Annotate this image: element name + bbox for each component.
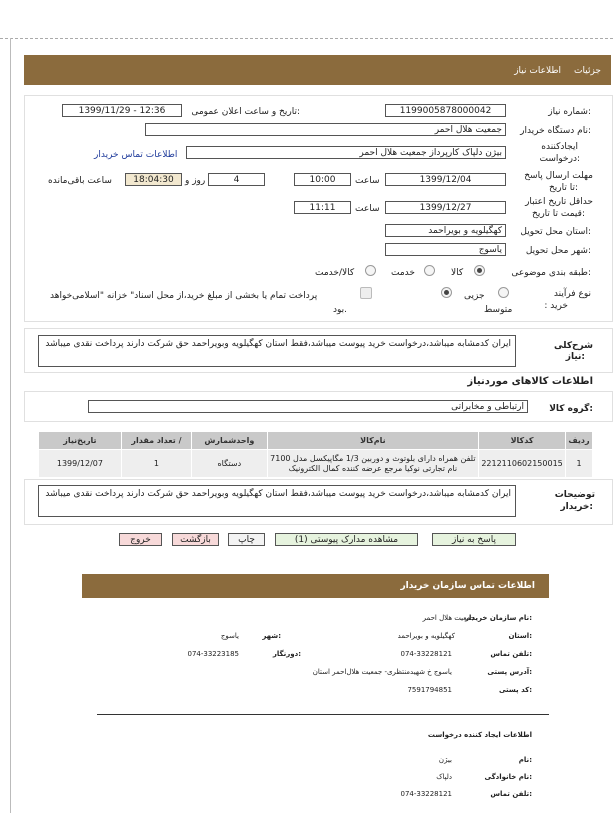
process-medium-radio[interactable] [441, 287, 452, 298]
contact-fax-label: دورنگار: [272, 650, 301, 658]
price-validity-time-field[interactable]: 11:11 [294, 201, 351, 214]
attachments-button[interactable]: مشاهده مدارک پیوستی (1) [275, 533, 418, 546]
exit-button[interactable]: خروج [119, 533, 162, 546]
col-code: کدکالا [479, 432, 566, 450]
general-desc-label-2: نیاز: [565, 352, 585, 362]
contact-city-value: یاسوج [220, 632, 239, 640]
contact-province-label: استان: [508, 632, 532, 640]
remaining-time-field: 18:04:30 [125, 173, 182, 186]
tab-need-info[interactable]: اطلاعات نیاز [514, 66, 561, 76]
address-value: یاسوج خ شهیدمنتظری- جمعیت هلال‌احمر استان [312, 668, 452, 676]
category-goods-label: کالا [451, 268, 464, 278]
general-desc-text: ایران کدمشابه میباشد،درخواست خرید پیوست میباشد،فقط استان کهگیلویه وبویراحمد حق شرکت دارند پرداخت نقدی میباشد [38, 335, 516, 367]
details-header [24, 55, 611, 85]
process-minor-label: جزیی [464, 291, 485, 301]
col-row: ردیف [566, 432, 593, 450]
cell-code: 2212110602150015 [479, 450, 566, 478]
remaining-label: ساعت باقی‌مانده [48, 176, 112, 186]
postal-label: کد پستی: [498, 686, 532, 694]
price-validity-time-label: ساعت [355, 204, 380, 214]
postal-value: 7591794851 [407, 686, 452, 694]
creator-info-title: اطلاعات ایجاد کننده درخواست [427, 731, 532, 739]
contact-header [82, 574, 549, 598]
price-validity-label-2: قیمت تا تاریخ: [532, 209, 585, 219]
city-field[interactable]: یاسوج [385, 243, 506, 256]
treasury-checkbox[interactable] [360, 287, 372, 299]
general-desc-label-1: شرح‌کلی [554, 341, 593, 351]
back-button[interactable]: بازگشت [172, 533, 219, 546]
col-quantity: تعداد مقدار / [121, 432, 191, 450]
deadline-time-field[interactable]: 10:00 [294, 173, 351, 186]
creator-name-label: نام: [518, 756, 532, 764]
contact-city-label: شهر: [262, 632, 281, 640]
group-field[interactable]: ارتباطی و مخابراتی [88, 400, 528, 413]
creator-family-value: دلپاک [436, 773, 452, 781]
buyer-org-label: نام دستگاه خریدار: [520, 126, 591, 136]
group-label: گروه کالا: [549, 404, 593, 414]
category-service-radio[interactable] [424, 265, 435, 276]
creator-phone-value: 074-33228121 [400, 790, 452, 798]
col-name: نام‌کالا [267, 432, 478, 450]
left-rule [10, 38, 11, 813]
buyer-org-field[interactable]: جمعیت هلال احمر [145, 123, 506, 136]
buyer-desc-label-1: توضیحات [554, 490, 595, 500]
col-unit: واحدشمارش [192, 432, 268, 450]
deadline-time-label: ساعت [355, 176, 380, 186]
buyer-desc-text: ایران کدمشابه میباشد،درخواست خرید پیوست میباشد،فقط استان کهگیلویه وبویراحمد حق شرکت دارند پرداخت نقدی میباشد [38, 485, 516, 517]
contact-phone-value: 074-33228121 [400, 650, 452, 658]
col-need-date: تاریخ‌نیاز [39, 432, 122, 450]
goods-section-title: اطلاعات کالاهای موردنیاز [467, 376, 593, 387]
cell-row: 1 [566, 450, 593, 478]
process-label-1: نوع فرآیند [553, 289, 591, 299]
process-label-2: : خرید [544, 301, 568, 311]
tab-details[interactable]: جزئیات [574, 66, 601, 76]
process-medium-label: متوسط [484, 305, 513, 315]
deadline-date-field[interactable]: 1399/12/04 [385, 173, 506, 186]
price-validity-label-1: حداقل تاریخ اعتبار [525, 197, 593, 207]
days-label: روز و [185, 176, 206, 186]
province-field[interactable]: کهگیلویه و بویراحمد [385, 224, 506, 237]
days-field[interactable]: 4 [208, 173, 265, 186]
category-service-label: خدمت [391, 268, 415, 278]
creator-phone-label: تلفن تماس: [490, 790, 532, 798]
print-button[interactable]: چاپ [228, 533, 265, 546]
contact-province-value: کهگیلویه و بویراحمد [397, 632, 455, 640]
cell-name: تلفن همراه دارای بلوتوث و دوربین 1/3 مگاپیکسل مدل 7100 نام تجارتی نوکیا مرجع عرضه کننده کمال الکترونیک [267, 450, 478, 478]
creator-family-label: نام خانوادگی: [484, 773, 532, 781]
announce-field[interactable]: 1399/11/29 - 12:36 [62, 104, 182, 117]
cell-quantity: 1 [121, 450, 191, 478]
items-table [38, 431, 593, 478]
category-both-radio[interactable] [365, 265, 376, 276]
need-number-field[interactable]: 1199005878000042 [385, 104, 506, 117]
process-minor-radio[interactable] [498, 287, 509, 298]
contact-divider [97, 714, 549, 715]
cell-unit: دستگاه [192, 450, 268, 478]
address-label: آدرس پستی: [487, 668, 532, 676]
city-label: شهر محل تحویل: [525, 246, 591, 256]
contact-title: اطلاعات تماس سازمان خریدار [400, 581, 535, 591]
buyer-desc-label-2: خریدار: [560, 502, 593, 512]
deadline-label-1: مهلت ارسال پاسخ [524, 171, 593, 181]
contact-phone-label: تلفن تماس: [490, 650, 532, 658]
deadline-label-2: تا تاریخ: [548, 183, 578, 193]
category-goods-radio[interactable] [474, 265, 485, 276]
creator-label-2: درخواست: [539, 154, 580, 164]
contact-fax-value: 074-33223185 [187, 650, 239, 658]
reply-button[interactable]: پاسخ به نیاز [432, 533, 516, 546]
creator-name-value: بیژن [438, 756, 452, 764]
payment-note-2: بود. [333, 305, 348, 315]
province-label: استان محل تحویل: [520, 227, 591, 237]
need-number-label: شماره نیاز: [548, 107, 591, 117]
buyer-contact-link[interactable]: اطلاعات تماس خریدار [94, 150, 178, 160]
payment-note-1: پرداخت تمام یا بخشی از مبلغ خرید،از محل اسناد" خزانه "اسلامی‌خواهد [50, 291, 318, 301]
cell-need-date: 1399/12/07 [39, 450, 122, 478]
category-label: طبقه بندی موضوعی: [511, 268, 591, 278]
announce-label: تاریخ و ساعت اعلان عمومی: [191, 107, 300, 117]
creator-field[interactable]: بیژن دلپاک کارپرداز جمعیت هلال احمر [186, 146, 506, 159]
org-name-label: نام سازمان خریدار: [464, 614, 532, 622]
price-validity-date-field[interactable]: 1399/12/27 [385, 201, 506, 214]
category-both-label: کالا/خدمت [315, 268, 355, 278]
top-divider [0, 38, 613, 39]
table-row [39, 450, 593, 478]
creator-label-1: ایجادکننده [541, 142, 578, 152]
org-name-value: جمعیت هلال احمر [422, 614, 475, 622]
